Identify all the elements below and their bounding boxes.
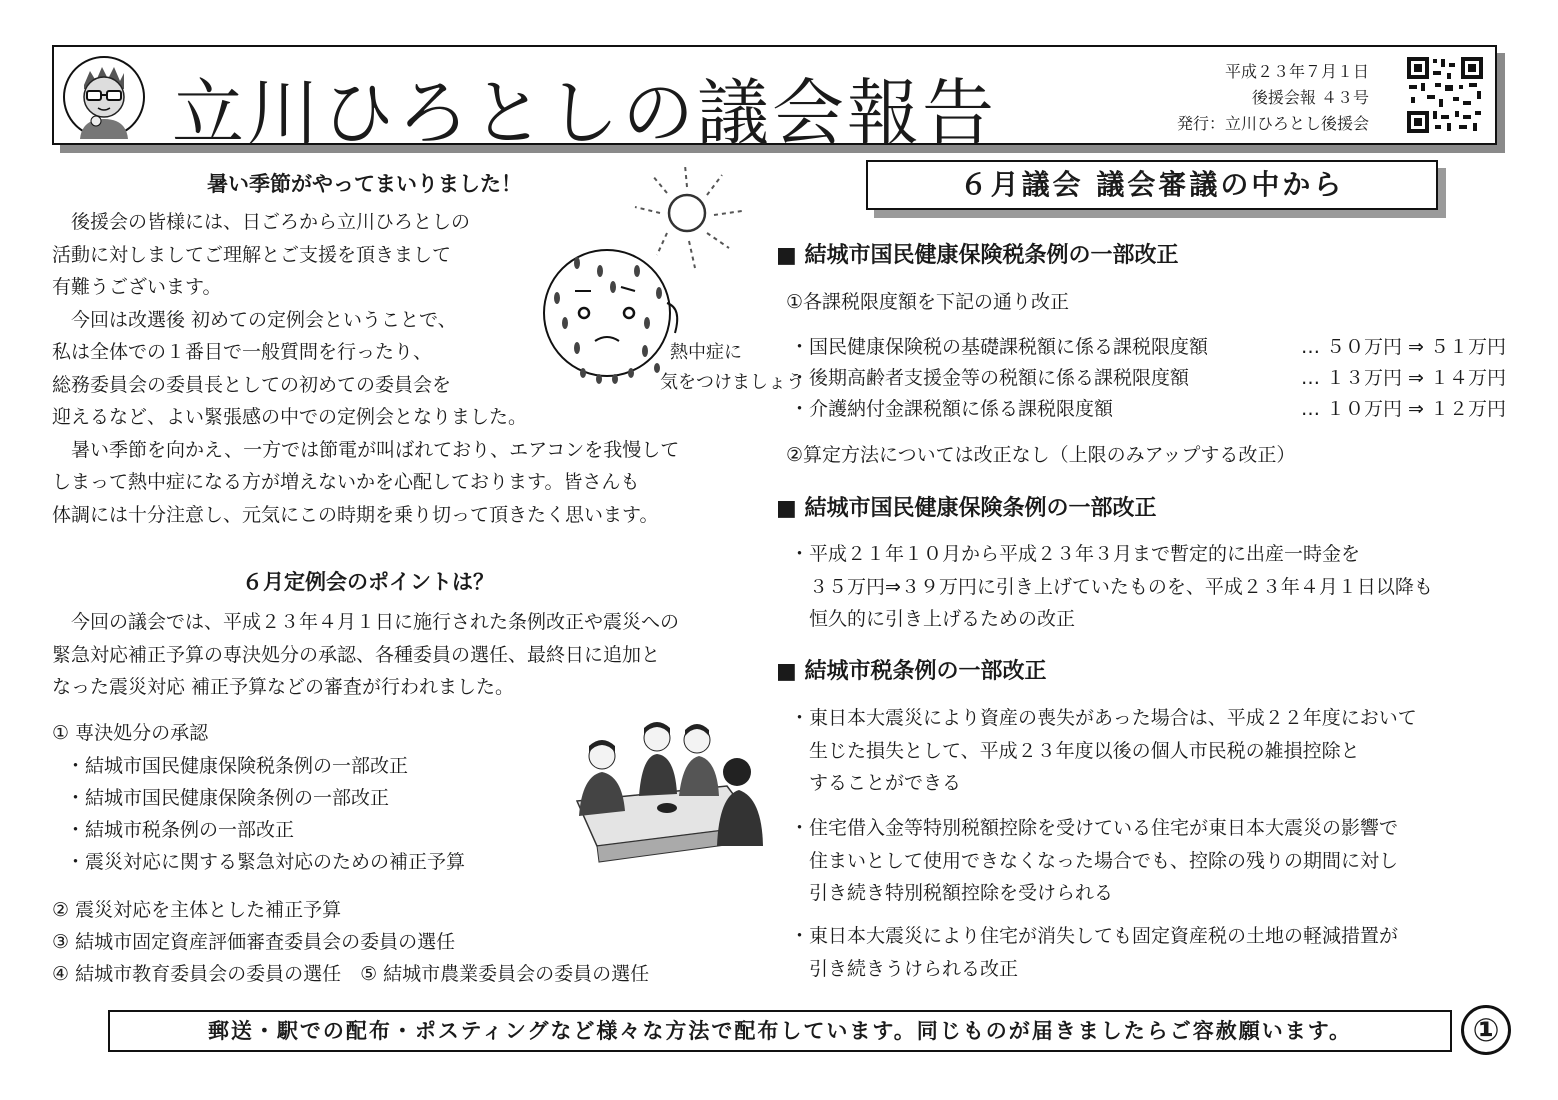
greeting-line: 暑い季節を向かえ、一方では節電が叫ばれており、エアコンを我慢して <box>52 438 680 461</box>
sec3-b3-line: 引き続きうけられる改正 <box>790 957 1019 980</box>
sweating-sun-illustration <box>517 163 772 403</box>
greeting-title: 暑い季節がやってまいりました！ <box>207 172 522 196</box>
sec1-sub1: ①各課税限度額を下記の通り改正 <box>786 291 1070 313</box>
greeting-line: しまって熱中症になる方が増えないかを心配しております。皆さんも <box>52 471 640 493</box>
agenda-item: ① 専決処分の承認 <box>52 722 209 744</box>
sec3-bullet-1 <box>790 702 1417 800</box>
points-line: 今回の議会では、平成２３年４月１日に施行された条例改正や震災への <box>52 611 680 633</box>
meeting-illustration <box>557 716 767 866</box>
section-health-insurance-tax: ■ 結城市国民健康保険税条例の一部改正 <box>776 243 1179 268</box>
sec3-b1-line: することができる <box>790 772 962 794</box>
heat-warning-caption-2: 気をつけましょう <box>660 372 804 393</box>
tax-limit-label: ・介護納付金課税額に係る課税限度額 <box>790 398 1114 420</box>
author-portrait-icon <box>62 55 146 139</box>
tax-limit-row <box>790 332 1506 363</box>
sec2-text <box>790 538 1433 636</box>
agenda-item: ・結城市国民健康保険税条例の一部改正 <box>66 755 409 777</box>
qr-code-icon[interactable] <box>1405 55 1485 135</box>
sec3-bullet-2 <box>790 812 1398 910</box>
points-line: 緊急対応補正予算の専決処分の承認、各種委員の選任、最終日に追加と <box>52 643 661 666</box>
issue-date: 平成２３年７月１日 <box>1224 62 1369 81</box>
greeting-line: 今回は改選後 初めての定例会ということで、 <box>52 308 457 331</box>
agenda-item: ② 震災対応を主体とした補正予算 <box>52 899 342 921</box>
sec2-line: ３５万円⇒３９万円に引き上げていたものを、平成２３年４月１日以降も <box>790 575 1433 598</box>
agenda-item: ・結城市国民健康保険条例の一部改正 <box>66 787 390 809</box>
sec2-line: ・平成２１年１０月から平成２３年３月まで暫定的に出産一時金を <box>790 543 1361 565</box>
points-text <box>52 606 679 704</box>
sec1-sub2: ②算定方法については改正なし（上限のみアップする改正） <box>786 444 1296 466</box>
agenda-item: ④ 結城市教育委員会の委員の選任 ⑤ 結城市農業委員会の委員の選任 <box>52 963 650 985</box>
greeting-line: 体調には十分注意し、元気にこの時期を乗り切って頂きたく思います。 <box>52 503 659 526</box>
greeting-line: 活動に対しましてご理解とご支援を頂きまして <box>52 243 452 266</box>
sec3-b2-line: 住まいとして使用できなくなった場合でも、控除の残りの期間に対し <box>790 849 1399 872</box>
issue-number: 後援会報 ４３号 <box>1251 88 1369 107</box>
page-number: ① <box>1461 1005 1511 1055</box>
tax-limit-row <box>790 363 1506 394</box>
greeting-line: 迎えるなど、よい緊張感の中での定例会となりました。 <box>52 406 528 428</box>
tax-limit-label: ・国民健康保険税の基礎課税額に係る課税限度額 <box>790 336 1209 358</box>
greeting-line: 私は全体での１番目で一般質問を行ったり、 <box>52 341 433 363</box>
sec3-b3-line: ・東日本大震災により住宅が消失しても固定資産税の土地の軽減措置が <box>790 925 1399 947</box>
greeting-line: 有難うございます。 <box>52 276 222 298</box>
distribution-notice: 郵送・駅での配布・ポスティングなど様々な方法で配布しています。同じものが届きましたらご容赦願います。 <box>108 1010 1452 1052</box>
points-line: なった震災対応 補正予算などの審査が行われました。 <box>52 676 515 698</box>
agenda-item: ③ 結城市固定資産評価審査委員会の委員の選任 <box>52 931 456 953</box>
greeting-line: 後援会の皆様には、日ごろから立川ひろとしの <box>52 211 471 233</box>
section-health-insurance: ■ 結城市国民健康保険条例の一部改正 <box>776 496 1157 521</box>
newsletter-title: 立川ひろとしの議会報告 <box>172 71 998 155</box>
points-title: ６月定例会のポイントは？ <box>242 570 494 594</box>
sec3-bullet-3 <box>790 920 1398 985</box>
tax-limit-row <box>790 394 1506 425</box>
tax-limit-change: … ５０万円 ⇒ ５１万円 <box>1300 336 1506 358</box>
tax-limit-label: ・後期高齢者支援金等の税額に係る課税限度額 <box>790 367 1190 389</box>
issue-info <box>1177 59 1369 137</box>
greeting-line: 総務委員会の委員長としての初めての委員会を <box>52 373 452 396</box>
sec2-line: 恒久的に引き上げるための改正 <box>790 608 1076 630</box>
sec3-b2-line: 引き続き特別税額控除を受けられる <box>790 882 1114 904</box>
sec3-b2-line: ・住宅借入金等特別税額控除を受けている住宅が東日本大震災の影響で <box>790 817 1399 839</box>
tax-limit-table <box>790 332 1506 425</box>
council-review-title: ６月議会 議会審議の中から <box>866 160 1438 210</box>
sec3-b1-line: 生じた損失として、平成２３年度以後の個人市民税の雑損控除と <box>790 739 1360 762</box>
agenda-item: ・震災対応に関する緊急対応のための補正予算 <box>66 851 466 873</box>
heat-warning-caption-1: 熱中症に <box>670 342 742 363</box>
tax-limit-change: … １３万円 ⇒ １４万円 <box>1300 367 1506 389</box>
agenda-item: ・結城市税条例の一部改正 <box>66 819 295 841</box>
sec3-b1-line: ・東日本大震災により資産の喪失があった場合は、平成２２年度において <box>790 707 1417 729</box>
publisher: 発行：立川ひろとし後援会 <box>1176 114 1369 133</box>
tax-limit-change: … １０万円 ⇒ １２万円 <box>1300 398 1506 420</box>
masthead <box>52 45 1497 155</box>
section-city-tax: ■ 結城市税条例の一部改正 <box>776 659 1047 684</box>
